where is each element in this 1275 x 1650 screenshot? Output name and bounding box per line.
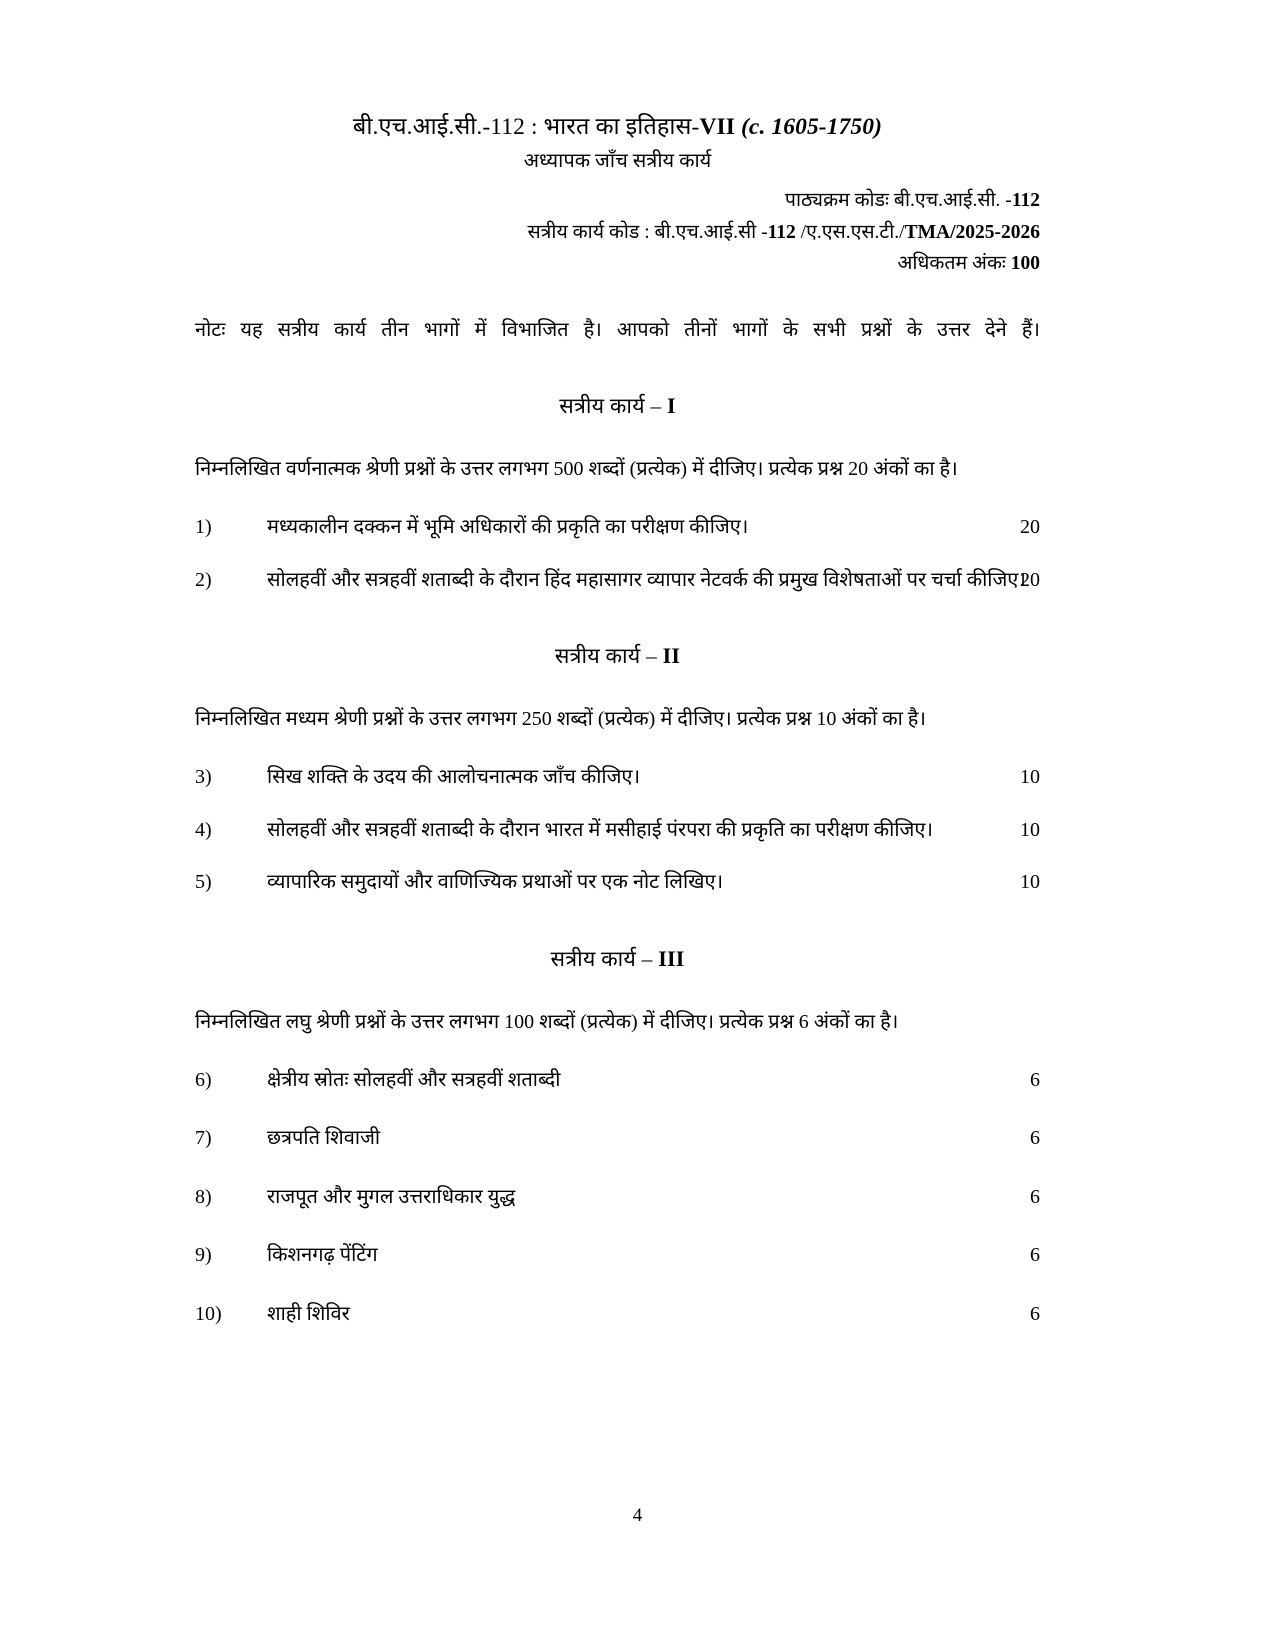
question-number: 3)	[195, 766, 212, 789]
question-marks: 20	[1020, 516, 1040, 539]
document-title-main: बी.एच.आई.सी.-112 : भारत का इतिहास-	[352, 114, 700, 140]
question-text: छत्रपति शिवाजी	[267, 1127, 381, 1150]
question-row	[195, 815, 1040, 845]
question-marks: 10	[1020, 818, 1040, 841]
section-heading-2	[195, 641, 1040, 670]
question-row	[195, 762, 1040, 792]
question-text: सोलहवीं और सत्रहवीं शताब्दी के दौरान भारत में मसीहाई पंरपरा की प्रकृति का परीक्षण कीजिए।	[267, 818, 933, 841]
question-row	[195, 1182, 1040, 1212]
question-marks: 10	[1020, 871, 1040, 894]
question-row	[195, 867, 1040, 897]
question-number: 5)	[195, 871, 212, 894]
document-title-period: (c. 1605-1750)	[735, 114, 883, 140]
section-instruction-3: निम्नलिखित लघु श्रेणी प्रश्नों के उत्तर लगभग 100 शब्दों (प्रत्येक) में दीजिए। प्रत्येक प्रश्न 6 अंकों का है।	[195, 1010, 899, 1033]
max-marks-line	[195, 248, 1040, 280]
question-number: 6)	[195, 1068, 212, 1091]
assignment-code-line	[195, 217, 1040, 249]
question-row	[195, 512, 1040, 542]
question-row	[195, 1123, 1040, 1153]
course-code-line	[195, 185, 1040, 217]
question-marks: 6	[1030, 1185, 1040, 1208]
question-marks: 6	[1030, 1244, 1040, 1267]
section-heading-3	[195, 944, 1040, 973]
section-heading-label: सत्रीय कार्य –	[554, 643, 663, 668]
question-text: सिख शक्ति के उदय की आलोचनात्मक जाँच कीजिए।	[267, 766, 641, 789]
question-list-1	[195, 512, 1040, 595]
document-content	[195, 112, 1040, 1357]
document-meta	[195, 185, 1040, 280]
course-code-label: पाठ्यक्रम कोडः बी.एच.आई.सी. -	[784, 190, 1012, 212]
question-list-2	[195, 762, 1040, 897]
question-text: राजपूत और मुगल उत्तराधिकार युद्ध	[267, 1185, 516, 1208]
document-title	[195, 112, 1040, 142]
section-heading-roman: III	[658, 945, 685, 971]
question-row	[195, 1240, 1040, 1270]
question-number: 9)	[195, 1244, 212, 1267]
question-row	[195, 565, 1040, 595]
document-title-roman: VII	[699, 114, 736, 140]
assignment-code-value-1: 112	[767, 221, 796, 243]
section-instruction-1: निम्नलिखित वर्णनात्मक श्रेणी प्रश्नों के उत्तर लगभग 500 शब्दों (प्रत्येक) में दीजिए। प्रत्येक प्रश्न 20 अंकों का है।	[195, 457, 958, 480]
question-list-3	[195, 1065, 1040, 1329]
question-number: 8)	[195, 1185, 212, 1208]
assignment-code-label: सत्रीय कार्य कोड : बी.एच.आई.सी -	[527, 221, 768, 243]
question-text: मध्यकालीन दक्कन में भूमि अधिकारों की प्रकृति का परीक्षण कीजिए।	[267, 516, 749, 539]
section-instruction-2: निम्नलिखित मध्यम श्रेणी प्रश्नों के उत्तर लगभग 250 शब्दों (प्रत्येक) में दीजिए। प्रत्येक प्रश्न 10 अंकों का है।	[195, 707, 926, 730]
course-code-value: 112	[1011, 190, 1040, 212]
assignment-code-mid: /ए.एस.एस.टी./	[795, 221, 905, 243]
question-marks: 10	[1020, 766, 1040, 789]
question-text: सोलहवीं और सत्रहवीं शताब्दी के दौरान हिंद महासागर व्यापार नेटवर्क की प्रमुख विशेषताओं पर चर्चा कीजिए।	[267, 568, 1026, 591]
question-row	[195, 1299, 1040, 1329]
question-row	[195, 1065, 1040, 1095]
assignment-code-value-2: TMA/2025-2026	[904, 221, 1040, 243]
max-marks-value: 100	[1010, 253, 1040, 275]
question-number: 4)	[195, 818, 212, 841]
question-number: 7)	[195, 1127, 212, 1150]
document-subtitle: अध्यापक जाँच सत्रीय कार्य	[523, 150, 712, 173]
section-heading-1	[195, 391, 1040, 420]
question-number: 1)	[195, 516, 212, 539]
section-heading-roman: I	[666, 392, 676, 418]
section-heading-roman: II	[662, 642, 681, 668]
question-text: शाही शिविर	[267, 1302, 350, 1325]
question-text: क्षेत्रीय स्रोतः सोलहवीं और सत्रहवीं शताब्दी	[267, 1068, 561, 1091]
section-heading-label: सत्रीय कार्य –	[550, 946, 659, 971]
question-number: 10)	[195, 1302, 222, 1325]
question-marks: 6	[1030, 1302, 1040, 1325]
max-marks-label: अधिकतम अंकः	[897, 253, 1011, 275]
question-text: किशनगढ़ पेंटिंग	[267, 1244, 378, 1267]
assignment-sections	[195, 391, 1040, 1329]
section-heading-label: सत्रीय कार्य –	[559, 393, 667, 418]
question-number: 2)	[195, 568, 212, 591]
question-text: व्यापारिक समुदायों और वाणिज्यिक प्रथाओं पर एक नोट लिखिए।	[267, 871, 724, 894]
question-marks: 6	[1030, 1068, 1040, 1091]
question-marks: 6	[1030, 1127, 1040, 1150]
page-number: 4	[632, 1505, 643, 1526]
question-marks: 20	[1020, 568, 1040, 591]
note-text: नोटः यह सत्रीय कार्य तीन भागों में विभाजित है। आपको तीनों भागों के सभी प्रश्नों के उत्तर देने हैं।	[195, 318, 1040, 341]
